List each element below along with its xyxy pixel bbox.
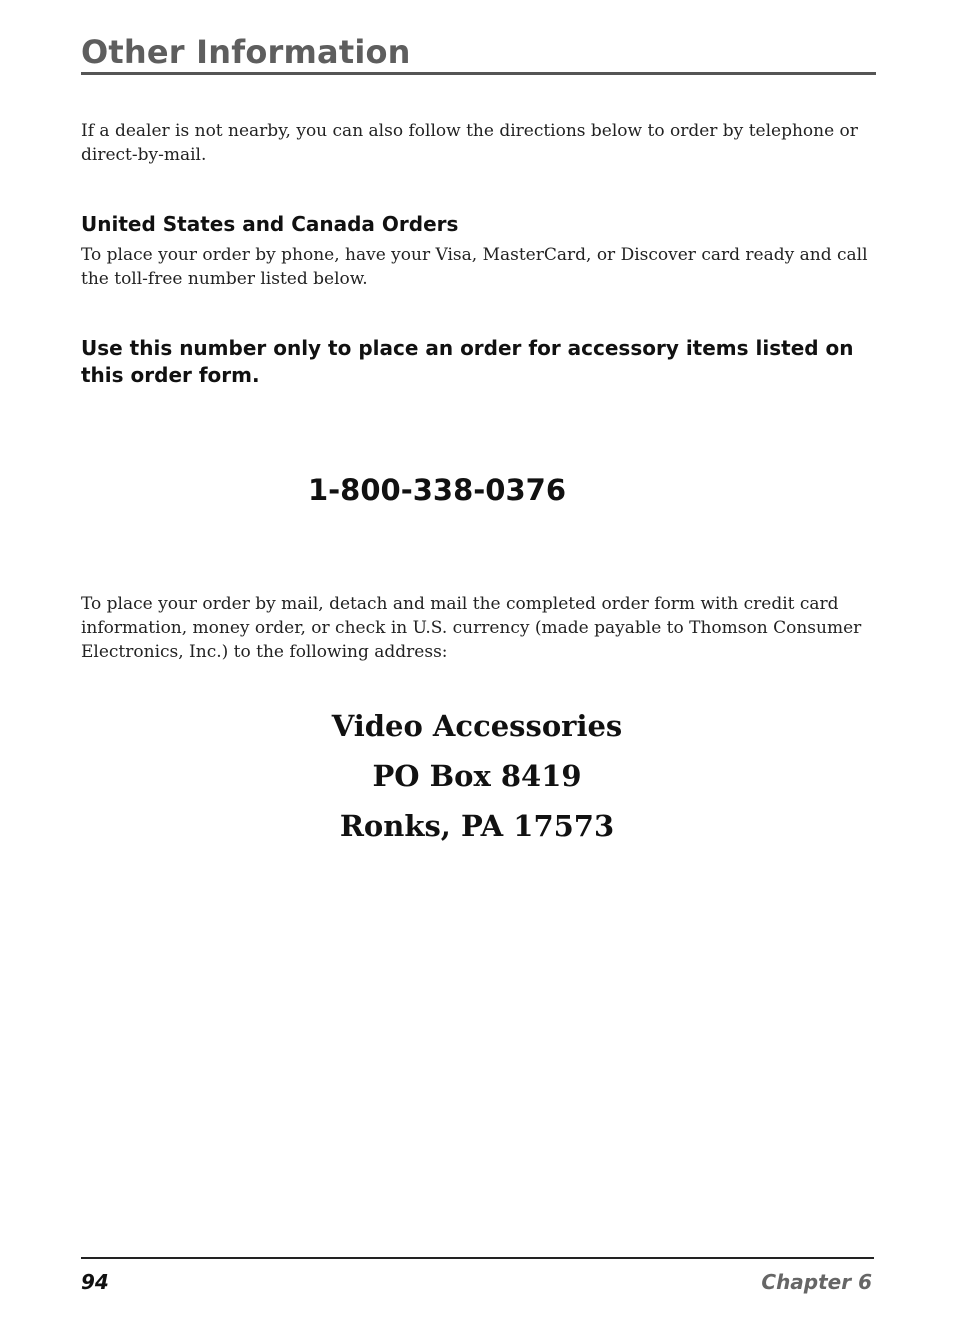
title-divider <box>81 72 876 75</box>
chapter-label: Chapter 6 <box>761 1270 872 1294</box>
address-line-3: Ronks, PA 17573 <box>339 809 615 843</box>
phone-order-paragraph: To place your order by phone, have your Visa, MasterCard, or Discover card ready and call the toll-free number listed below. <box>81 245 868 289</box>
toll-free-phone-number: 1-800-338-0376 <box>307 473 567 507</box>
us-canada-heading: United States and Canada Orders <box>81 212 459 236</box>
mail-order-paragraph: To place your order by mail, detach and mail the completed order form with credit card information, money order, or check in U.S. currency (made payable to Thomson Consumer Electronics, Inc.) to the following address: <box>81 594 862 662</box>
phone-usage-notice: Use this number only to place an order for accessory items listed on this order form. <box>81 336 854 387</box>
address-line-1: Video Accessories <box>331 709 623 743</box>
page-title: Other Information <box>81 33 411 71</box>
address-line-2: PO Box 8419 <box>372 759 582 793</box>
footer-divider <box>81 1257 874 1259</box>
intro-paragraph: If a dealer is not nearby, you can also follow the directions below to order by telephone or direct-by-mail. <box>81 121 858 165</box>
page-number: 94 <box>81 1270 109 1294</box>
